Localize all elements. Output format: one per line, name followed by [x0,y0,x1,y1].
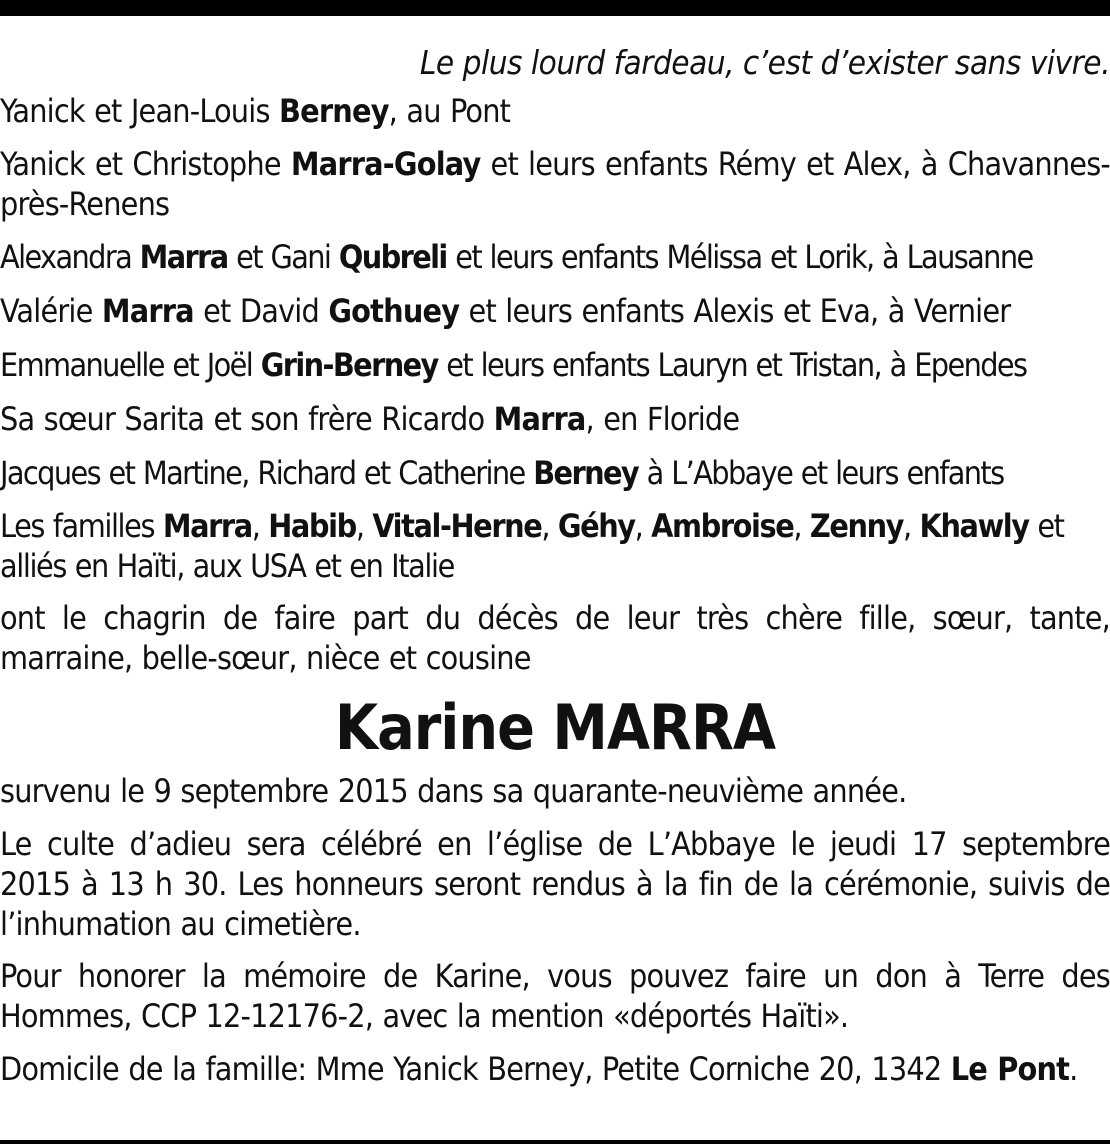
service-text: Le culte d’adieu sera célébré en l’église de L’Abbaye le jeudi 17 septembre 2015 à 13 h 30. Les honneurs seront rendus à la fin de la cérémonie, suivis de l’inhumation au cimetière. [0,825,1110,943]
death-date-text: survenu le 9 septembre 2015 dans sa quarante-neuvième année. [0,772,907,810]
family-surname: Grin-Berney [260,346,438,384]
family-surname: Marra [493,400,586,438]
family-line: Alexandra Marra et Gani Qubreli et leurs enfants Mélissa et Lorik, à Lausanne [0,238,1033,276]
family-line: Sa sœur Sarita et son frère Ricardo Marra, en Floride [0,400,740,438]
family-surname: Marra-Golay [290,145,481,183]
family-line: Emmanuelle et Joël Grin-Berney et leurs enfants Lauryn et Tristan, à Ependes [0,346,1027,384]
announcement-text: ont le chagrin de faire part du décès de leur très chère fille, sœur, tante, marraine, belle-sœur, nièce et cousine [0,599,1110,677]
domicile-line: Domicile de la famille: Mme Yanick Berney, Petite Corniche 20, 1342 Le Pont. [0,1050,1078,1088]
family-surname: Berney [279,92,389,130]
family-line: Les familles Marra, Habib, Vital-Herne, Géhy, Ambroise, Zenny, Khawly et alliés en Haïti, aux USA et en Italie [0,507,1064,585]
deceased-name: Karine MARRA [334,691,776,764]
family-surname: Zenny [809,507,904,545]
epigraph: Le plus lourd fardeau, c’est d’exister sans vivre. [419,43,1110,82]
family-surname: Qubreli [338,238,447,276]
top-rule [0,0,1110,16]
family-line: Yanick et Christophe Marra-Golay et leurs enfants Rémy et Alex, à Chavannes-près-Renens [0,145,1110,223]
family-surname: Khawly [919,507,1029,545]
family-surname: Vital-Herne [372,507,542,545]
family-surname: Marra [101,292,194,330]
family-surname: Habib [268,507,356,545]
family-surname: Marra [162,507,252,545]
donation-text: Pour honorer la mémoire de Karine, vous pouvez faire un don à Terre des Hommes, CCP 12-12176-2, avec la mention «déportés Haïti». [0,957,1110,1035]
domicile-place: Le Pont [950,1050,1070,1088]
family-surname: Marra [139,238,228,276]
notice-body [0,42,1110,1102]
family-line: Jacques et Martine, Richard et Catherine Berney à L’Abbaye et leurs enfants [0,454,1004,492]
family-line: Yanick et Jean-Louis Berney, au Pont [0,92,511,130]
bottom-rule [0,1140,1110,1144]
family-surname: Berney [533,454,639,492]
family-surname: Gothuey [328,292,460,330]
family-line: Valérie Marra et David Gothuey et leurs enfants Alexis et Eva, à Vernier [0,292,1011,330]
family-surname: Ambroise [651,507,794,545]
family-surname: Géhy [557,507,635,545]
